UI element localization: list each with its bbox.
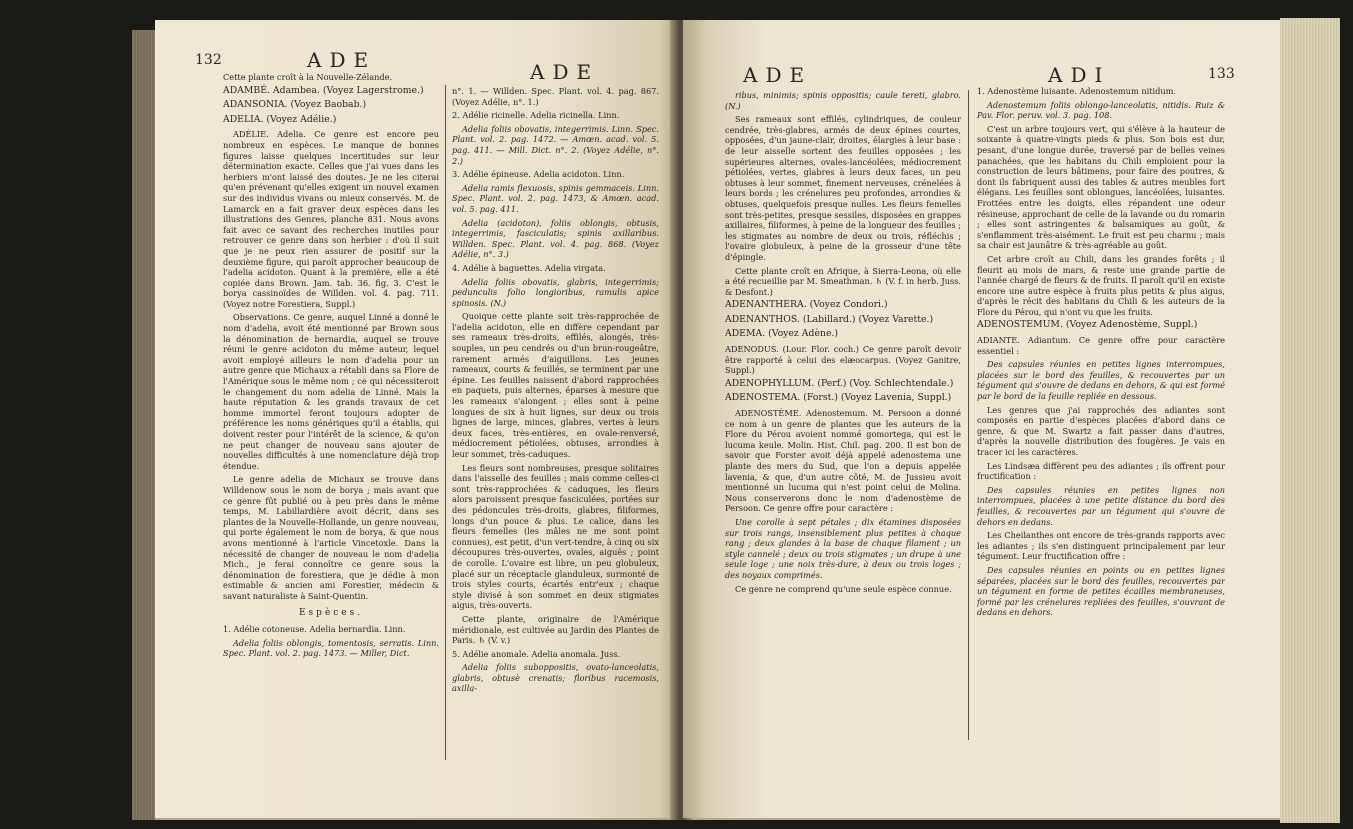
paragraph: ADÉLIE. Adelia. Ce genre est encore peu nombreux en espèces. Le manque de bonnes figures laisse quelques incertitudes sur leur détermination exacte. Celles que j'ai vues dans les herbiers m'ont laissé des doutes. Je ne les citerai qu'en prévenant qu'elles exigent un nouvel examen sur des individus vivans ou mieux conservés. M. de Lamarck en a fait graver deux espèces dans les illustrations des Genres, planche 831. Nous avons fait avec ce savant des recherches inutiles pour retrouver ce genre dans son herbier : d'où il suit que je ne peux rien assurer de positif sur la deuxième figure, qui paroît approcher beaucoup de l'adelia acidoton. Quant à la première, elle a été copiée dans Brown. Jam. tab. 36. fig. 3. C'est le borya cassinoïdes de Willden. vol. 4. pag. 711. (Voyez notre Forestiera, Suppl.) [223,129,439,309]
left-column-1 [223,72,439,818]
paragraph: ADENANTHOS. (Labillard.) (Voyez Varette.) [725,313,934,325]
paragraph: Adelia (acidoton), foliis oblongis, obtusis, integerrimis, fasciculatis; spinis axillaribus. Willden. Spec. Plant. vol. 4. pag. 868. (Voyez Adélie, n°. 3.) [452,217,659,260]
paragraph: Adelia ramis flexuosis, spinis gemmaceis. Linn. Spec. Plant. vol. 2. pag. 1473, & Amœn. acad. vol. 5. pag. 411. [452,182,659,214]
paragraph: ADEMA. (Voyez Adène.) [725,328,839,340]
right-column-2 [977,86,1225,816]
paragraph: 1. Adélie cotoneuse. Adelia bernardia. Linn. [223,624,406,635]
paragraph: ADELIA. (Voyez Adélie.) [223,113,337,125]
paragraph: Observations. Ce genre, auquel Linné a donné le nom d'adelia, avoit été mentionné par Brown sous la dénomination de bernardia, auquel se trouve réuni le genre acidoton du même auteur, lequel avoit employé ailleurs le nom d'adelia pour un autre genre que Michaux a rétabli dans sa Flore de l'Amérique sous le même nom ; ce qui nécessiteroit le changement du nom adelia de Linné. Mais la haute réputation & les grands travaux de cet homme immortel feront toujours adopter de préférence les noms génériques qu'il a établis, qui doivent rester pour l'intérêt de la science, & qu'on ne peut changer de nouveau sans ajouter de nouvelles difficultés à une nomenclature déjà trop étendue. [223,312,439,471]
paragraph: Espèces. [298,607,364,618]
paragraph: ribus, minimis; spinis oppositis; caule tereti, glabro. (N.) [725,90,961,111]
paragraph: Ses rameaux sont effilés, cylindriques, de couleur cendrée, très-glabres, armés de deux épines courtes, opposées, d'un jaune-clair, droites, élargies à leur base : de leur aisselle sortent des feuilles opposées ; les supérieures alternes, ovales-lancéolées, médiocrement pétiolées, vertes, glabres à leurs deux faces, un peu obtuses à leur sommet, finement nerveuses, crénelées à leurs bords ; les crénelures peu profondes, arrondies & obtuses, quelquefois presque nulles. Les fleurs femelles sont très-petites, presque sessiles, disposées en grappes axillaires, filiformes, à peine de la longueur des feuilles ; les stigmates au nombre de deux ou trois, réfléchis ; l'ovaire globuleux, à peine de la grosseur d'une tête d'épingle. [725,114,961,262]
right-page-number: 133 [1208,66,1235,82]
right-running-head-1: ADE [743,63,813,87]
paragraph: ADIANTE. Adiantum. Ce genre offre pour caractère essentiel : [977,335,1225,356]
paragraph: Cet arbre croît au Chili, dans les grandes forêts ; il fleurit au mois de mars, & reste une grande partie de l'année chargé de fleurs & de fruits. Il paroît qu'il en existe encore une autre espèce à fruits plus petits & plus aigus, d'après le récit des habitans du Chili & les auteurs de la Flore du Pérou, qui n'ont vu que les fruits. [977,253,1225,317]
paragraph: ADENANTHERA. (Voyez Condori.) [725,299,888,311]
right-column-1 [725,90,961,818]
column-divider-right [968,90,969,740]
paragraph: Cette plante, originaire de l'Amérique méridionale, est cultivée au Jardin des Plantes de Paris. ♄ (V. v.) [452,613,659,646]
right-page [683,20,1280,818]
paragraph: Les Cheilanthes ont encore de très-grands rapports avec les adiantes ; ils s'en distinguent principalement par leur tégument. Leur fructification offre : [977,530,1225,562]
paragraph: ADENOSTEMA. (Forst.) (Voyez Lavenia, Suppl.) [725,392,952,404]
paragraph: Des capsules réunies en points ou en petites lignes séparées, placées sur le bord des feuilles, recouvertes par un tégument en forme de petites écailles membraneuses, formé par les crénelures repliées des feuilles, s'ouvrant de dedans en dehors. [977,564,1225,618]
right-running-head-2: ADI [1048,63,1111,87]
paragraph: Adelia foliis oblongis, tomentosis, serratis. Linn. Spec. Plant. vol. 2. pag. 1473. — Miller, Dict. [223,637,439,659]
paragraph: n°. 1. — Willden. Spec. Plant. vol. 4. pag. 867. (Voyez Adélie, n°. 1.) [452,86,659,107]
paragraph: Ce genre ne comprend qu'une seule espèce connue. [735,583,952,594]
paragraph: 3. Adélie épineuse. Adelia acidoton. Linn. [452,169,625,180]
column-divider [445,85,446,760]
paragraph: Adenostemum foliis oblongo-lanceolatis, nitidis. Ruiz & Pav. Flor. peruv. vol. 3. pag. 108. [977,99,1225,121]
paragraph: ADENOPHYLLUM. (Perf.) (Voy. Schlechtendale.) [725,377,954,389]
paragraph: ADENOSTÈME. Adenostemum. M. Persoon a donné ce nom à un genre de plantes que les auteurs de la Flore du Pérou avoient nommé gomortega, qui est le lucuma keule. Molin. Hist. Chil. pag. 200. Il est bon de savoir que Forster avoit déjà appelé adenostema une plante des mers du Sud, que l'on a depuis appelée lavenia, & que, d'un autre côté, M. de Jussieu avoit mentionné un lucuma qui n'est point celui de Molina. Nous conserverons donc le nom d'adenostème de Persoon. Ce genre offre pour caractère : [725,408,961,514]
left-page-edges [132,30,155,820]
paragraph: Adelia foliis obovatis, glabris, integerrimis; pedunculis folio longioribus, ramulis apice spinosis. (N.) [452,276,659,308]
paragraph: ADAMBÉ. Adambea. (Voyez Lagerstrome.) [223,84,424,96]
paragraph: 4. Adélie à baguettes. Adelia virgata. [452,262,606,273]
paragraph: Des capsules réunies en petites lignes interrompues, placées sur le bord des feuilles, & recouvertes par un tégument qui s'ouvre de dedans en dehors, & qui est formé par le bord de la feuille repliée en dessous. [977,359,1225,402]
paragraph: Quoique cette plante soit très-rapprochée de l'adelia acidoton, elle en diffère cependant par ses rameaux très-droits, effilés, alongés, très-souples, un peu cendrés ou d'un brun-rougeâtre, rarement armés d'aiguillons. Les jeunes rameaux, courts & feuillés, se terminent par une épine. Les feuilles naissent d'abord rapprochées en paquets, puis alternes, éparses à mesure que les rameaux s'alongent ; elles sont à peine longues de six à huit lignes, sur deux ou trois lignes de large, minces, glabres, vertes à leurs deux faces, très-entières, en ovale-renversé, médiocrement pétiolées, obtuses, arrondies à leur sommet, très-caduques. [452,311,659,459]
paragraph: Des capsules réunies en petites lignes non interrompues, placées à une petite distance du bord des feuilles, & recouvertes par un tégument qui s'ouvre de dehors en dedans. [977,484,1225,527]
paragraph: ADENOSTEMUM. (Voyez Adenostème, Suppl.) [977,319,1198,331]
paragraph: Cette plante croît à la Nouvelle-Zélande. [223,72,393,82]
paragraph: C'est un arbre toujours vert, qui s'élève à la hauteur de soixante à quatre-vingts pieds & plus. Son bois est dur, pesant, d'une longue durée, traversé par de belles veines panachées, que les habitans du Chili emploient pour la construction de leurs bâtimens, pour faire des poutres, & dont ils fabriquent aussi des tables & autres meubles fort élégans. Les feuilles sont oblongues, lancéolées, luisantes. Frottées entre les doigts, elles répandent une odeur résineuse, approchant de celle de la lavande ou du romarin ; elles sont astringentes & balsamiques au goût, & s'enflamment très-aisément. Le fruit est peu charnu ; mais sa chair est jaunâtre & très-agréable au goût. [977,123,1225,251]
paragraph: 2. Adélie ricinelle. Adelia ricinella. Linn. [452,110,620,121]
paragraph: Une corolle à sept pétales ; dix étamines disposées sur trois rangs, insensiblement plus petites à chaque rang ; deux glandes à la base de chaque filament ; un style cannelé ; deux ou trois stigmates ; un drupe à une seule loge ; une noix très-dure, à deux ou trois loges ; des noyaux comprimés. [725,516,961,580]
left-column-2 [452,86,659,818]
left-page-number: 132 [195,52,222,68]
paragraph: Les genres que j'ai rapprochés des adiantes sont composés en partie d'espèces placées d'abord dans ce genre, & que M. Swartz a fait passer dans d'autres, d'après la nouvelle distribution des fougères. Je vais en tracer ici les caractères. [977,404,1225,457]
right-page-edges [1280,18,1340,823]
left-running-head: ADE [307,48,377,72]
paragraph: ADENODUS. (Lour. Flor. coch.) Ce genre paroît devoir être rapporté à celui des elæocarpus. (Voyez Ganitre, Suppl.) [725,344,961,376]
paragraph: Les fleurs sont nombreuses, presque solitaires dans l'aisselle des feuilles ; mais comme celles-ci sont très-rapprochées & caduques, les fleurs alors paroissent presque fasciculées, portées sur des pédoncules très-droits, glabres, filiformes, longs d'un pouce & plus. Le calice, dans les fleurs femelles (les mâles ne me sont point connues), est petit, d'un vert-tendre, à cinq ou six découpures très-ouvertes, ovales, aiguës ; point de corolle. L'ovaire est libre, un peu globuleux, placé sur un réceptacle glanduleux, surmonté de trois styles courts, écartés entr'eux ; chaque style divisé à son sommet en deux stigmates aigus, très-ouverts. [452,462,659,611]
paragraph: Adelia foliis obovatis, integerrimis. Linn. Spec. Plant. vol. 2. pag. 1472. — Amœn. acad. vol. 5. pag. 411. — Mill. Dict. n°. 2. (Voyez Adélie, n°. 2.) [452,123,659,166]
paragraph: 1. Adenostème luisante. Adenostemum nitidum. [977,86,1176,96]
spread [155,20,1280,820]
paragraph: Cette plante croît en Afrique, à Sierra-Leona, où elle a été recueillie par M. Smeathman. ♄ (V. f. in herb. Juss. & Desfont.) [725,265,961,297]
paragraph: Adelia foliis suboppositis, ovato-lanceolatis, glabris, obtusè crenatis; floribus racemosis, axilla- [452,662,659,694]
left-page [155,20,675,818]
paragraph: 5. Adélie anomale. Adelia anomala. Juss. [452,648,621,659]
left-running-head-2: ADE [530,60,600,84]
paragraph: Le genre adelia de Michaux se trouve dans Willdenow sous le nom de borya ; mais avant que ce genre fût publié ou à peu près dans le même temps, M. Labillardière avoit décrit, dans ses plantes de la Nouvelle-Hollande, un genre nouveau, qui porte également le nom de borya, & que nous avons mentionné à l'article Vincetoxle. Dans la nécessité de changer de nouveau le nom d'adelia Mich., je ferai connoître ce genre sous la dénomination de forestiera, que je dédie à mon estimable & ancien ami Forestier, médecin & savant naturaliste à Saint-Quentin. [223,474,439,601]
paragraph: Les Lindsæa diffèrent peu des adiantes ; ils offrent pour fructification : [977,460,1225,482]
paragraph: ADANSONIA. (Voyez Baobab.) [223,99,367,111]
